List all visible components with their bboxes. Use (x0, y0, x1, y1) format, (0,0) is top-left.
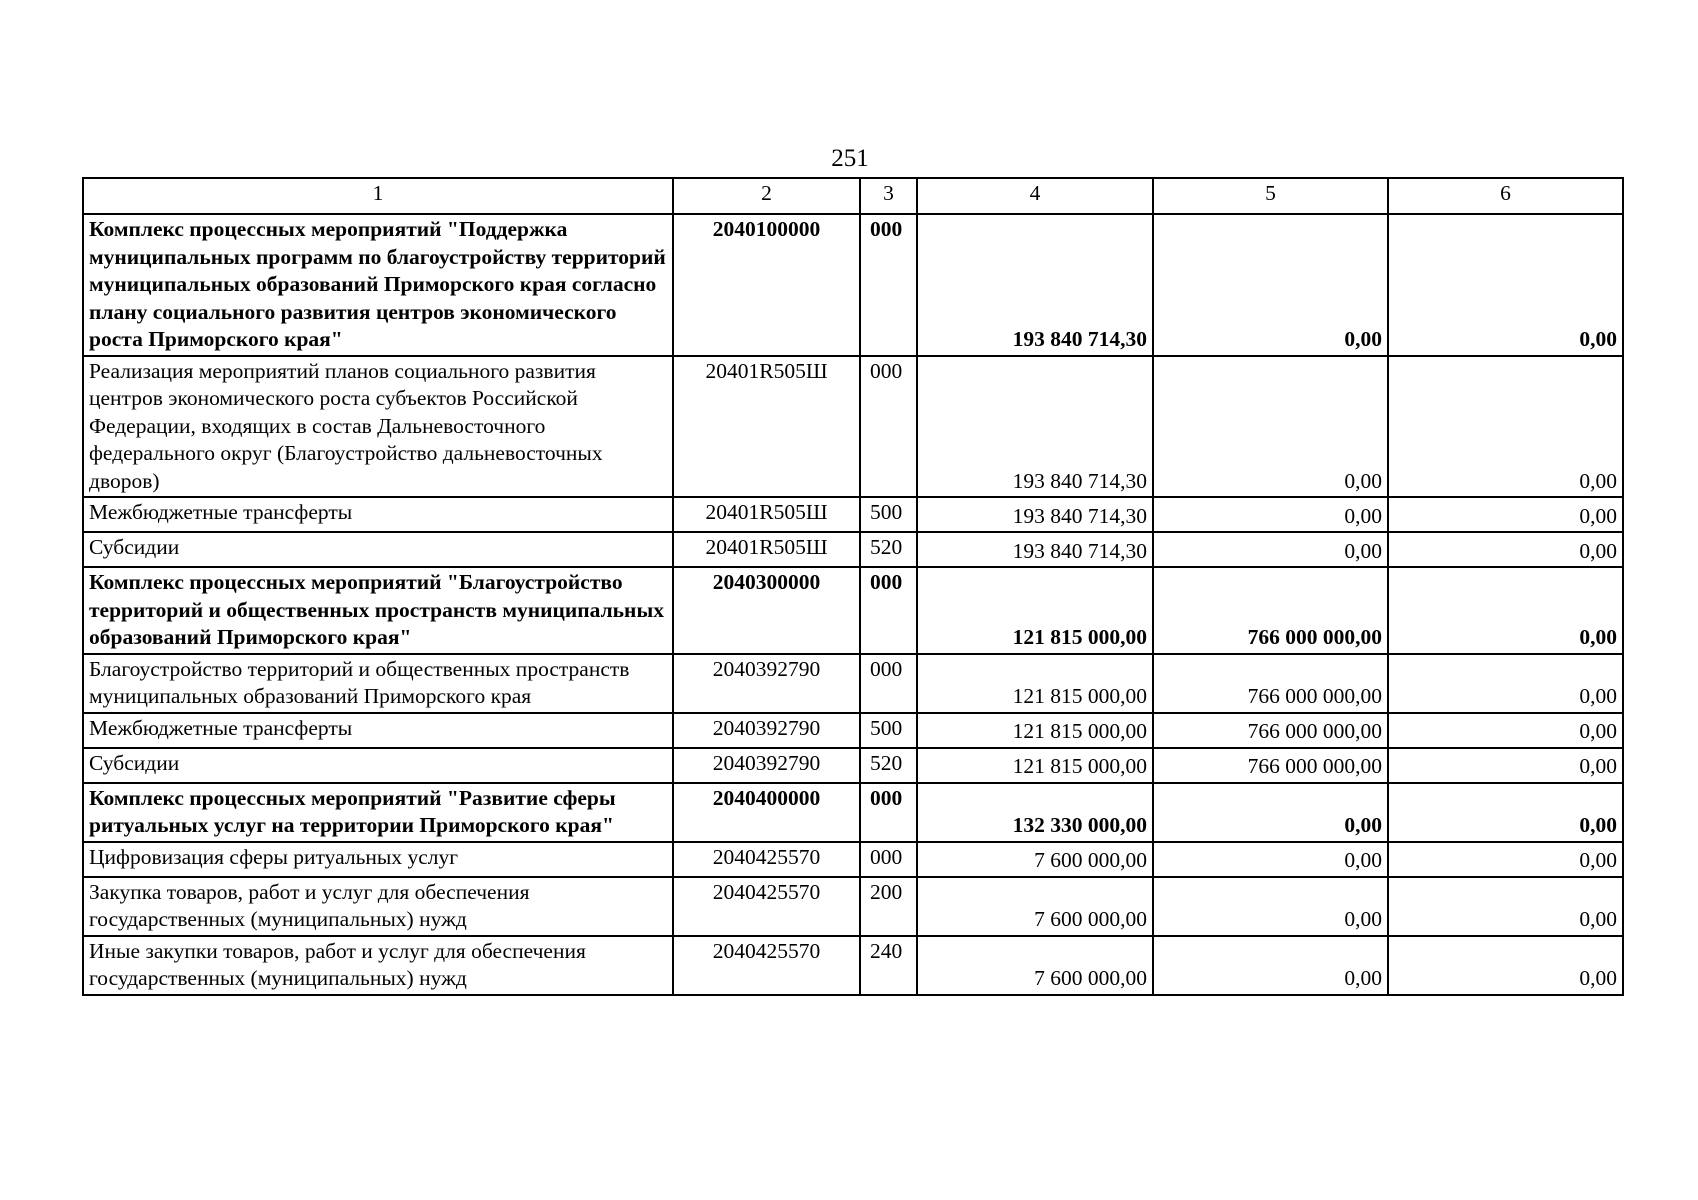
row-value-3: 0,00 (1388, 877, 1623, 936)
row-value-2: 0,00 (1153, 783, 1388, 842)
row-name: Комплекс процессных мероприятий "Развитие сферы ритуальных услуг на территории Приморского края" (83, 783, 673, 842)
row-name: Закупка товаров, работ и услуг для обеспечения государственных (муниципальных) нужд (83, 877, 673, 936)
row-code: 20401R505Ш (673, 532, 860, 567)
row-value-2: 0,00 (1153, 842, 1388, 877)
table-row (83, 713, 1623, 748)
row-value-1: 7 600 000,00 (917, 936, 1153, 995)
row-value-1: 121 815 000,00 (917, 654, 1153, 713)
column-header-2: 2 (673, 178, 860, 214)
table-row (83, 936, 1623, 995)
row-code: 2040425570 (673, 842, 860, 877)
row-code: 2040425570 (673, 877, 860, 936)
row-code: 2040400000 (673, 783, 860, 842)
row-code: 2040392790 (673, 713, 860, 748)
row-name: Межбюджетные трансферты (83, 497, 673, 532)
row-kind: 000 (860, 654, 917, 713)
row-value-3: 0,00 (1388, 532, 1623, 567)
row-code: 20401R505Ш (673, 356, 860, 498)
table-row (83, 654, 1623, 713)
row-name: Межбюджетные трансферты (83, 713, 673, 748)
row-name: Субсидии (83, 532, 673, 567)
row-value-3: 0,00 (1388, 936, 1623, 995)
row-value-1: 193 840 714,30 (917, 214, 1153, 356)
row-value-2: 0,00 (1153, 497, 1388, 532)
row-name: Иные закупки товаров, работ и услуг для обеспечения государственных (муниципальных) нужд (83, 936, 673, 995)
column-header-1: 1 (83, 178, 673, 214)
row-kind: 000 (860, 783, 917, 842)
row-kind: 000 (860, 356, 917, 498)
row-code: 2040100000 (673, 214, 860, 356)
row-value-1: 193 840 714,30 (917, 532, 1153, 567)
table-row (83, 532, 1623, 567)
header-row (83, 178, 1623, 214)
budget-table (82, 177, 1624, 996)
row-value-3: 0,00 (1388, 783, 1623, 842)
table-row (83, 214, 1623, 356)
row-kind: 520 (860, 748, 917, 783)
row-value-1: 121 815 000,00 (917, 567, 1153, 654)
row-value-2: 0,00 (1153, 356, 1388, 498)
column-header-3: 3 (860, 178, 917, 214)
row-value-1: 121 815 000,00 (917, 713, 1153, 748)
table-row (83, 877, 1623, 936)
row-value-3: 0,00 (1388, 842, 1623, 877)
page-number: 251 (831, 145, 869, 172)
row-value-2: 0,00 (1153, 532, 1388, 567)
column-header-4: 4 (917, 178, 1153, 214)
row-value-2: 0,00 (1153, 936, 1388, 995)
row-name: Комплекс процессных мероприятий "Благоустройство территорий и общественных пространств муниципальных образований Приморского края" (83, 567, 673, 654)
table-row (83, 783, 1623, 842)
row-value-1: 7 600 000,00 (917, 842, 1153, 877)
row-code: 2040425570 (673, 936, 860, 995)
row-value-3: 0,00 (1388, 654, 1623, 713)
row-value-1: 121 815 000,00 (917, 748, 1153, 783)
row-code: 2040392790 (673, 748, 860, 783)
row-kind: 500 (860, 713, 917, 748)
table-row (83, 497, 1623, 532)
row-name: Благоустройство территорий и общественных пространств муниципальных образований Приморского края (83, 654, 673, 713)
row-kind: 000 (860, 842, 917, 877)
row-name: Цифровизация сферы ритуальных услуг (83, 842, 673, 877)
row-code: 2040392790 (673, 654, 860, 713)
row-value-2: 766 000 000,00 (1153, 567, 1388, 654)
row-value-1: 193 840 714,30 (917, 497, 1153, 532)
column-header-5: 5 (1153, 178, 1388, 214)
row-kind: 240 (860, 936, 917, 995)
row-value-3: 0,00 (1388, 748, 1623, 783)
row-value-3: 0,00 (1388, 567, 1623, 654)
row-value-3: 0,00 (1388, 497, 1623, 532)
table-row (83, 748, 1623, 783)
row-value-2: 0,00 (1153, 877, 1388, 936)
row-kind: 000 (860, 567, 917, 654)
table-row (83, 842, 1623, 877)
row-code: 20401R505Ш (673, 497, 860, 532)
row-value-2: 766 000 000,00 (1153, 748, 1388, 783)
row-value-1: 132 330 000,00 (917, 783, 1153, 842)
row-value-3: 0,00 (1388, 214, 1623, 356)
row-kind: 000 (860, 214, 917, 356)
table-row (83, 356, 1623, 498)
row-value-3: 0,00 (1388, 356, 1623, 498)
row-kind: 200 (860, 877, 917, 936)
row-name: Комплекс процессных мероприятий "Поддержка муниципальных программ по благоустройству территорий муниципальных образований Приморского края согласно плану социального развития центров экономического роста Приморского края" (83, 214, 673, 356)
row-name: Реализация мероприятий планов социального развития центров экономического роста субъектов Российской Федерации, входящих в состав Дальневосточного федерального округ (Благоустройство дальневосточных дворов) (83, 356, 673, 498)
row-value-2: 766 000 000,00 (1153, 654, 1388, 713)
row-code: 2040300000 (673, 567, 860, 654)
row-name: Субсидии (83, 748, 673, 783)
table-row (83, 567, 1623, 654)
row-value-1: 7 600 000,00 (917, 877, 1153, 936)
row-kind: 520 (860, 532, 917, 567)
row-value-2: 0,00 (1153, 214, 1388, 356)
row-value-1: 193 840 714,30 (917, 356, 1153, 498)
column-header-6: 6 (1388, 178, 1623, 214)
row-kind: 500 (860, 497, 917, 532)
row-value-2: 766 000 000,00 (1153, 713, 1388, 748)
row-value-3: 0,00 (1388, 713, 1623, 748)
